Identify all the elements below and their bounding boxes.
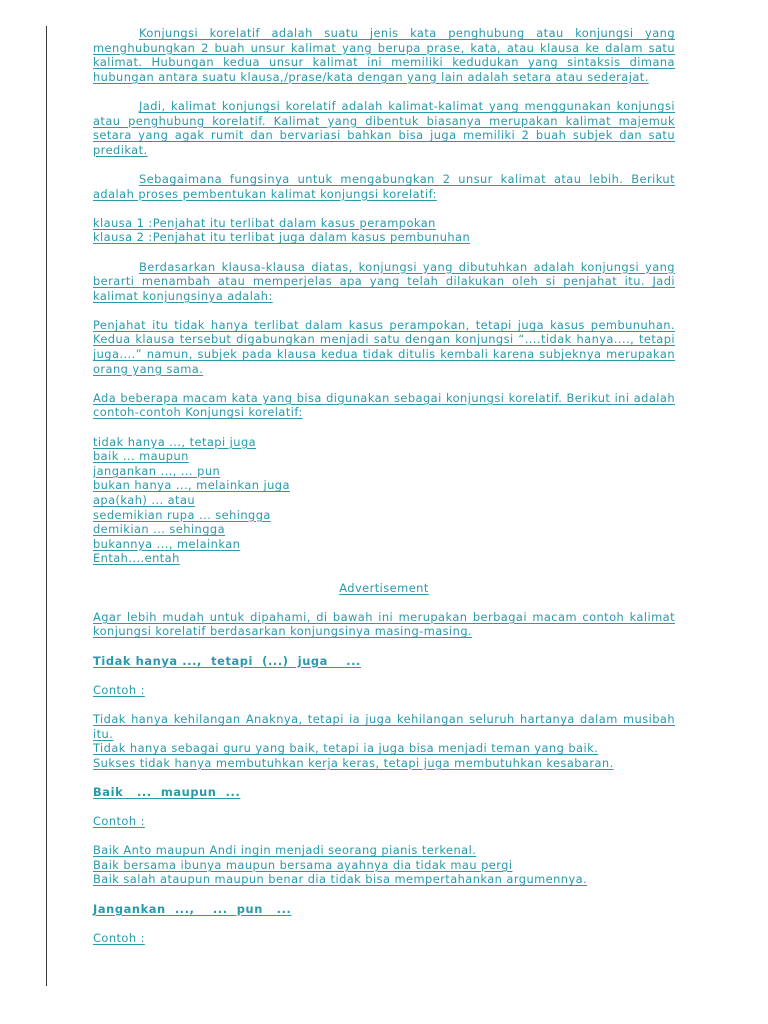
klausa-1: klausa 1 :Penjahat itu terlibat dalam kasus perampokan — [93, 215, 436, 230]
list-item[interactable]: bukan hanya ..., melainkan juga — [93, 478, 290, 493]
intro-paragraph: Konjungsi korelatif adalah suatu jenis kata penghubung atau konjungsi yang menghubungkan 2 buah unsur kalimat yang berupa prase, kata, atau klausa ke dalam satu kalimat. Hubungan kedua unsur kalimat ini memiliki kedudukan yang sintaksis dimana hubungan antara suatu klausa,/prase/kata dengan yang lain adalah setara atau sederajat. — [93, 26, 675, 84]
example-sentence: Baik Anto maupun Andi ingin menjadi seorang pianis terkenal. — [93, 843, 477, 858]
section-heading: Jangankan ..., ... pun ... — [93, 901, 292, 916]
example-sentence: Baik bersama ibunya maupun bersama ayahnya dia tidak mau pergi — [93, 857, 513, 872]
example-sentence: Tidak hanya kehilangan Anaknya, tetapi ia juga kehilangan seluruh hartanya dalam musibah itu. — [93, 711, 675, 741]
list-item[interactable]: baik ... maupun — [93, 449, 189, 464]
klausa-2: klausa 2 :Penjahat itu terlibat juga dalam kasus pembunuhan — [93, 230, 471, 245]
document-body — [93, 26, 675, 945]
contoh-label: Contoh : — [93, 682, 145, 697]
list-item[interactable]: tidak hanya ..., tetapi juga — [93, 434, 257, 449]
conjunction-list — [93, 435, 675, 566]
example-sentence: Sukses tidak hanya membutuhkan kerja keras, tetapi juga membutuhkan kesabaran. — [93, 755, 614, 770]
section-heading: Tidak hanya ..., tetapi (...) juga ... — [93, 653, 361, 668]
example-sentence: Tidak hanya sebagai guru yang baik, tetapi ia juga bisa menjadi teman yang baik. — [93, 741, 599, 756]
example-sentence: Baik salah ataupun maupun benar dia tidak bisa mempertahankan argumennya. — [93, 872, 588, 887]
contoh-label: Contoh : — [93, 814, 145, 829]
list-item[interactable]: jangankan ..., ... pun — [93, 463, 221, 478]
list-item[interactable]: Entah....entah — [93, 551, 180, 566]
advertisement-label: Advertisement — [339, 580, 429, 595]
summary-paragraph: Jadi, kalimat konjungsi korelatif adalah kalimat-kalimat yang menggunakan konjungsi atau penghubung korelatif. Kalimat yang dibentuk biasanya merupakan kalimat majemuk setara yang agak rumit dan bervariasi bahkan bisa juga memiliki 2 buah subjek dan satu predikat. — [93, 98, 675, 157]
types-intro-paragraph: Ada beberapa macam kata yang bisa digunakan sebagai konjungsi korelatif. Berikut ini adalah contoh-contoh Konjungsi korelatif: — [93, 390, 675, 420]
left-margin-rule — [46, 26, 47, 986]
examples-intro-paragraph: Agar lebih mudah untuk dipahami, di bawah ini merupakan berbagai macam contoh kalimat konjungsi korelatif berdasarkan konjungsinya masing-masing. — [93, 609, 675, 639]
contoh-label: Contoh : — [93, 930, 145, 945]
example-sentence-paragraph: Penjahat itu tidak hanya terlibat dalam kasus perampokan, tetapi juga kasus pembunuhan. Kedua klausa tersebut digabungkan menjadi satu dengan konjungsi “....tidak hanya...., tetapi juga....” namun, subjek pada klausa kedua tidak ditulis kembali karena subjeknya merupakan orang yang sama. — [93, 317, 675, 376]
process-intro-paragraph: Sebagaimana fungsinya untuk mengabungkan 2 unsur kalimat atau lebih. Berikut adalah proses pembentukan kalimat konjungsi korelatif: — [93, 171, 675, 201]
list-item[interactable]: sedemikian rupa ... sehingga — [93, 507, 271, 522]
list-item[interactable]: demikian ... sehingga — [93, 522, 225, 537]
list-item[interactable]: bukannya ..., melainkan — [93, 536, 241, 551]
list-item[interactable]: apa(kah) ... atau — [93, 493, 196, 507]
analysis-paragraph: Berdasarkan klausa-klausa diatas, konjungsi yang dibutuhkan adalah konjungsi yang berarti menambah atau memperjelas apa yang telah dilakukan oleh si penjahat itu. Jadi kalimat konjungsinya adalah: — [93, 259, 675, 303]
section-heading: Baik ... maupun ... — [93, 784, 241, 799]
